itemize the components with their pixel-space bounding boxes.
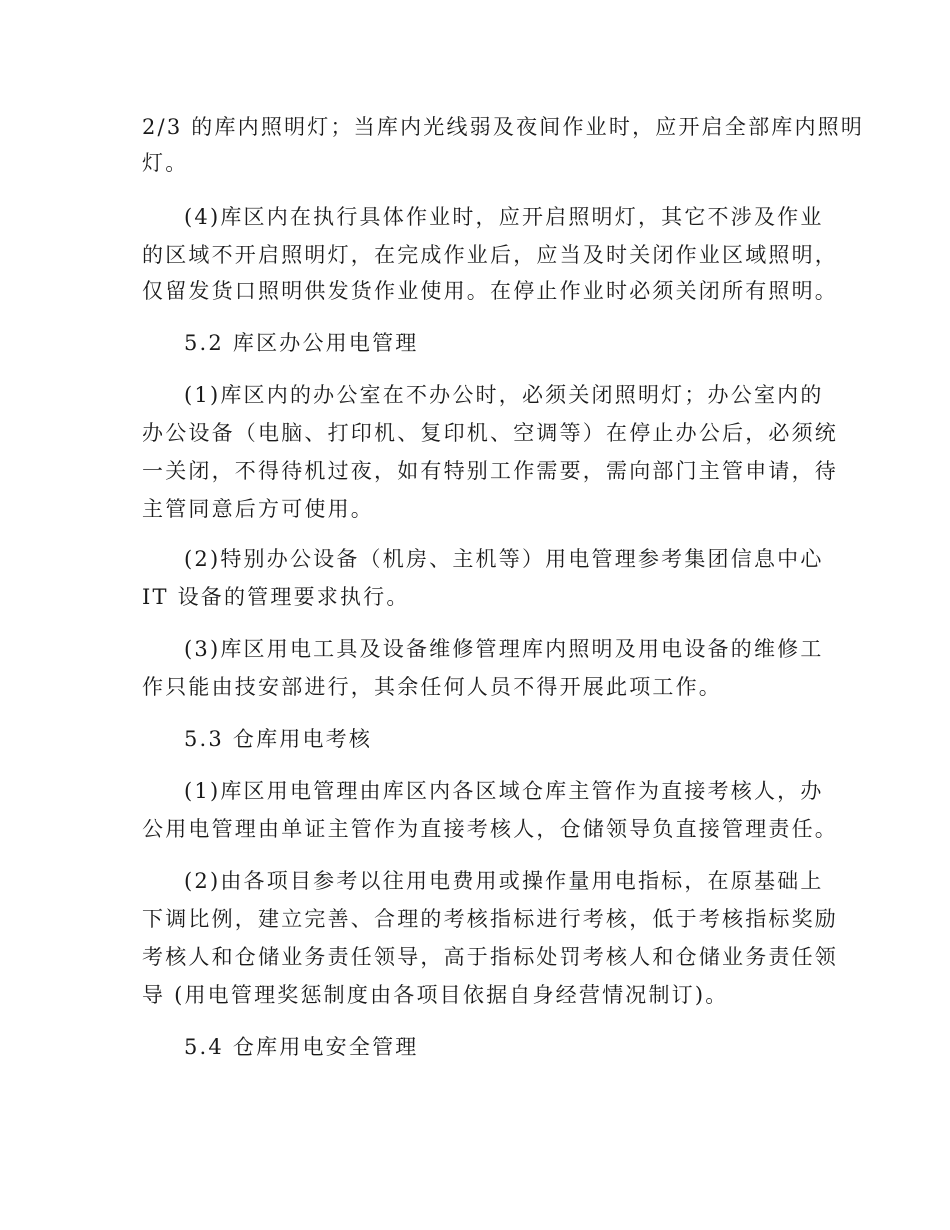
section-heading-5-2: 5.2 库区办公用电管理 xyxy=(184,331,419,355)
text-line: 考核人和仓储业务责任领导，高于指标处罚考核人和仓储业务责任领 xyxy=(142,945,838,969)
paragraph-line: (1)库区用电管理由库区内各区域仓库主管作为直接考核人，办 xyxy=(184,779,824,803)
section-heading-5-4: 5.4 仓库用电安全管理 xyxy=(184,1035,419,1059)
paragraph-line: (2)特别办公设备（机房、主机等）用电管理参考集团信息中心 xyxy=(184,547,824,571)
paragraph-line: (4)库区内在执行具体作业时，应开启照明灯，其它不涉及作业 xyxy=(184,205,824,229)
text-line: 2/3 的库内照明灯；当库内光线弱及夜间作业时，应开启全部库内照明 xyxy=(142,115,865,139)
text-line: 主管同意后方可使用。 xyxy=(142,497,374,521)
text-line: 一关闭，不得待机过夜，如有特别工作需要，需向部门主管申请，待 xyxy=(142,459,838,483)
paragraph-line: (1)库区内的办公室在不办公时，必须关闭照明灯；办公室内的 xyxy=(184,383,824,407)
text-line: 公用电管理由单证主管作为直接考核人，仓储领导负直接管理责任。 xyxy=(142,817,838,841)
text-line: 仅留发货口照明供发货作业使用。在停止作业时必须关闭所有照明。 xyxy=(142,279,838,303)
text-line: 下调比例，建立完善、合理的考核指标进行考核，低于考核指标奖励 xyxy=(142,907,838,931)
paragraph-line: (3)库区用电工具及设备维修管理库内照明及用电设备的维修工 xyxy=(184,637,824,661)
section-heading-5-3: 5.3 仓库用电考核 xyxy=(184,727,373,751)
text-line: 导 (用电管理奖惩制度由各项目依据自身经营情况制订)。 xyxy=(142,983,729,1007)
text-line: 办公设备（电脑、打印机、复印机、空调等）在停止办公后，必须统 xyxy=(142,421,838,445)
text-line: 的区域不开启照明灯，在完成作业后，应当及时关闭作业区域照明， xyxy=(142,243,838,267)
text-line: 灯。 xyxy=(142,151,189,175)
text-line: IT 设备的管理要求执行。 xyxy=(142,585,410,609)
paragraph-line: (2)由各项目参考以往用电费用或操作量用电指标，在原基础上 xyxy=(184,869,824,893)
text-line: 作只能由技安部进行，其余任何人员不得开展此项工作。 xyxy=(142,675,722,699)
